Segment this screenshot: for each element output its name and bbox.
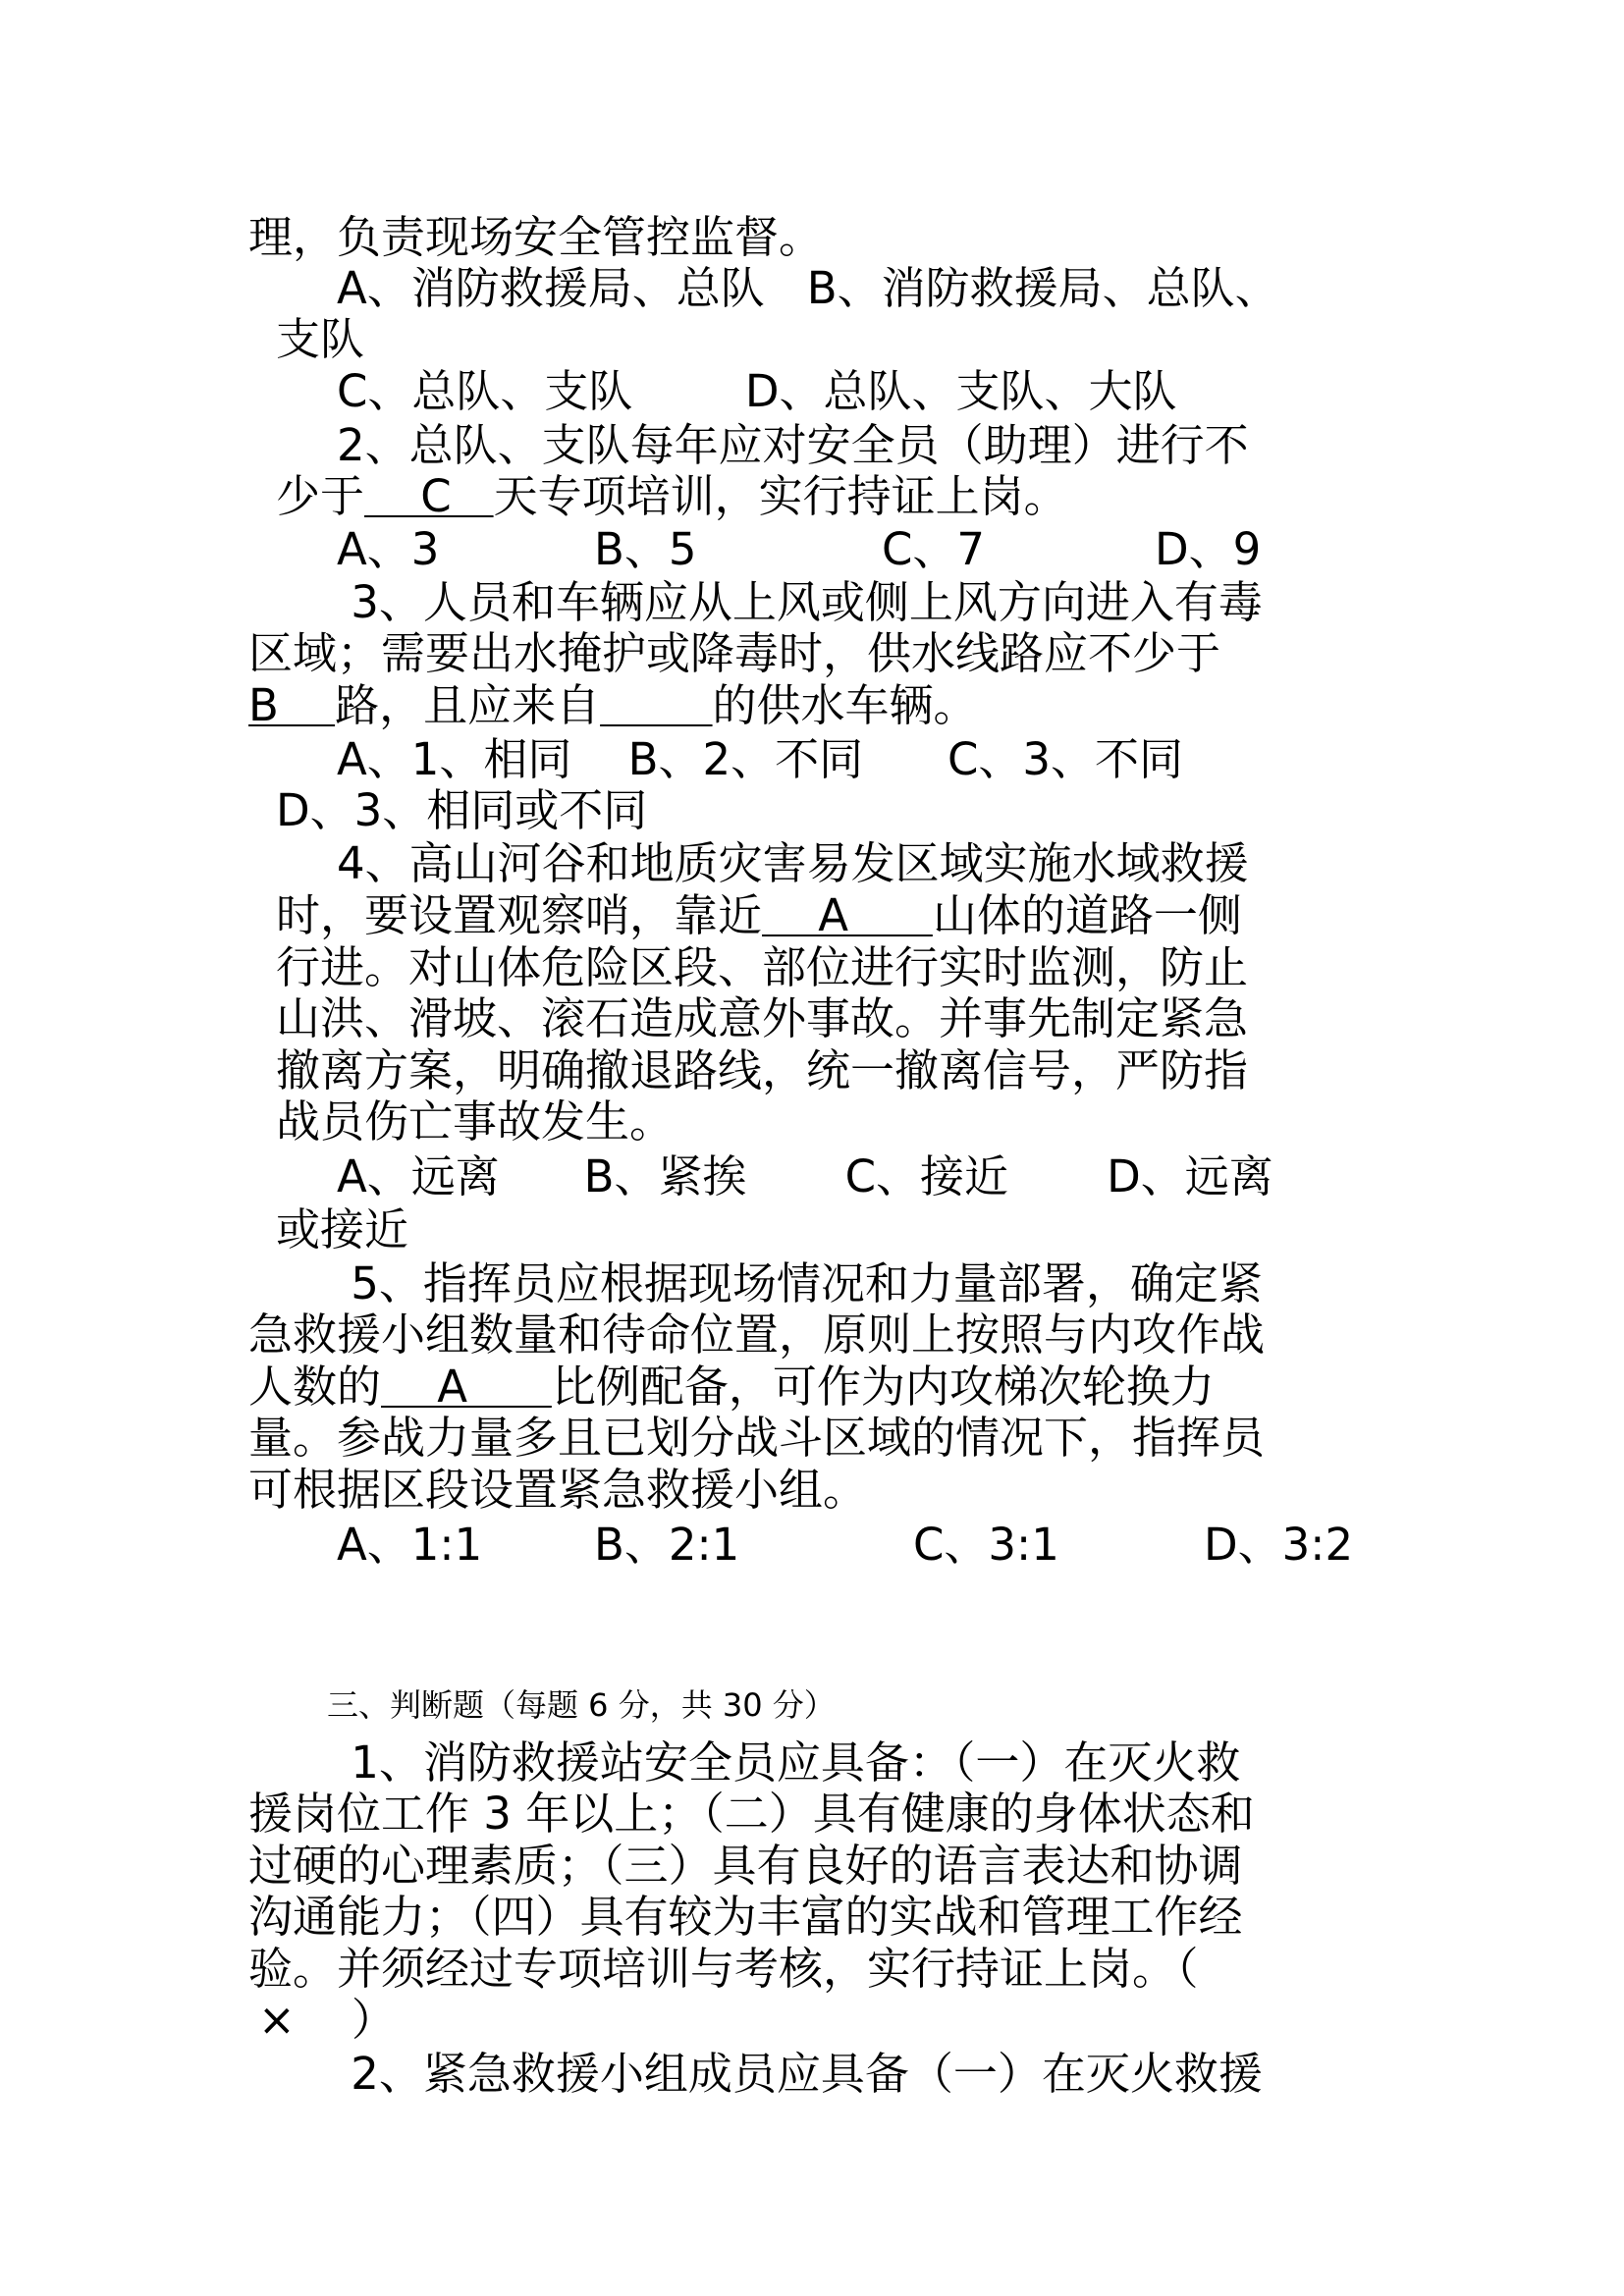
q1-option-b-cont: 支队 (276, 313, 365, 365)
q1-options-cd: C、总队、支队 D、总队、支队、大队 (337, 365, 1177, 417)
q3-answer-blank: B (248, 679, 336, 731)
section-3-heading: 三、判断题（每题 6 分，共 30 分） (327, 1686, 836, 1724)
q2-text-post: 天专项培训，实行持证上岗。 (493, 470, 1068, 522)
q5-line-2: 急救援小组数量和待命位置，原则上按照与内攻作战 (248, 1308, 1266, 1361)
q2-answer-blank: C (364, 470, 494, 522)
q5-line-1: 5、指挥员应根据现场情况和力量部署，确定紧 (337, 1257, 1263, 1309)
tf1-answer: × ） (258, 1994, 396, 2046)
q4-option-d-cont: 或接近 (276, 1203, 409, 1255)
q2-option-d: D、9 (1155, 523, 1262, 575)
q3-options-abc: A、1、相同 B、2、不同 C、3、不同 (337, 733, 1184, 785)
q3-line-2: 区域；需要出水掩护或降毒时，供水线路应不少于 (248, 627, 1221, 679)
q4-line-6: 战员伤亡事故发生。 (276, 1095, 675, 1148)
q5-option-d: D、3:2 (1204, 1519, 1354, 1571)
q4-line-5: 撤离方案，明确撤退路线，统一撤离信号，严防指 (276, 1044, 1249, 1096)
q5-text-pre: 人数的 (248, 1361, 382, 1413)
q2-text-pre: 少于 (276, 470, 365, 522)
q5-line-4: 量。参战力量多且已划分战斗区域的情况下，指挥员 (248, 1412, 1266, 1464)
tf1-line-2: 援岗位工作 3 年以上；（二）具有健康的身体状态和 (248, 1788, 1255, 1840)
tf1-line-3: 过硬的心理素质；（三）具有良好的语言表达和协调 (248, 1840, 1243, 1892)
q4-line-4: 山洪、滑坡、滚石造成意外事故。并事先制定紧急 (276, 992, 1249, 1044)
tf1-line-1: 1、消防救援站安全员应具备：（一）在灭火救 (337, 1736, 1241, 1789)
q1-line-1: 理，负责现场安全管控监督。 (248, 211, 824, 263)
tf1-line-4: 沟通能力；（四）具有较为丰富的实战和管理工作经 (248, 1891, 1243, 1943)
tf1-line-5: 验。并须经过专项培训与考核，实行持证上岗。（ (248, 1943, 1199, 1995)
q4-line-3: 行进。对山体危险区段、部位进行实时监测，防止 (276, 941, 1249, 993)
q5-option-c: C、3:1 (913, 1519, 1059, 1571)
q4-answer-blank: A (762, 889, 933, 941)
q2-option-c: C、7 (882, 523, 986, 575)
q5-line-5: 可根据区段设置紧急救援小组。 (248, 1464, 868, 1516)
q4-text-pre: 时，要设置观察哨，靠近 (276, 889, 763, 941)
q3-text-mid: 路，且应来自 (335, 679, 601, 731)
q2-line-2 (276, 471, 1068, 522)
q5-line-3 (248, 1362, 1215, 1413)
q3-line-3 (248, 680, 978, 731)
q5-option-b: B、2:1 (594, 1519, 740, 1571)
q2-line-1: 2、总队、支队每年应对安全员（助理）进行不 (337, 419, 1249, 471)
q3-empty-blank (600, 679, 712, 731)
q5-text-post: 比例配备，可作为内攻梯次轮换力 (551, 1361, 1215, 1413)
q1-options-ab: A、消防救援局、总队 B、消防救援局、总队、 (337, 262, 1279, 314)
q3-text-post: 的供水车辆。 (712, 679, 978, 731)
q4-text-post: 山体的道路一侧 (932, 889, 1242, 941)
q4-line-1: 4、高山河谷和地质灾害易发区域实施水域救援 (337, 837, 1249, 889)
q2-option-b: B、5 (594, 523, 697, 575)
q4-line-2 (276, 890, 1242, 941)
q5-answer-blank: A (381, 1361, 552, 1413)
q3-option-d: D、3、相同或不同 (276, 784, 648, 836)
q2-option-a: A、3 (337, 523, 440, 575)
q4-options: A、远离 B、紧挨 C、接近 D、远离 (337, 1150, 1273, 1202)
q3-line-1: 3、人员和车辆应从上风或侧上风方向进入有毒 (337, 576, 1263, 628)
tf2-line-1: 2、紧急救援小组成员应具备（一）在灭火救援 (337, 2048, 1263, 2100)
q5-option-a: A、1:1 (337, 1519, 483, 1571)
